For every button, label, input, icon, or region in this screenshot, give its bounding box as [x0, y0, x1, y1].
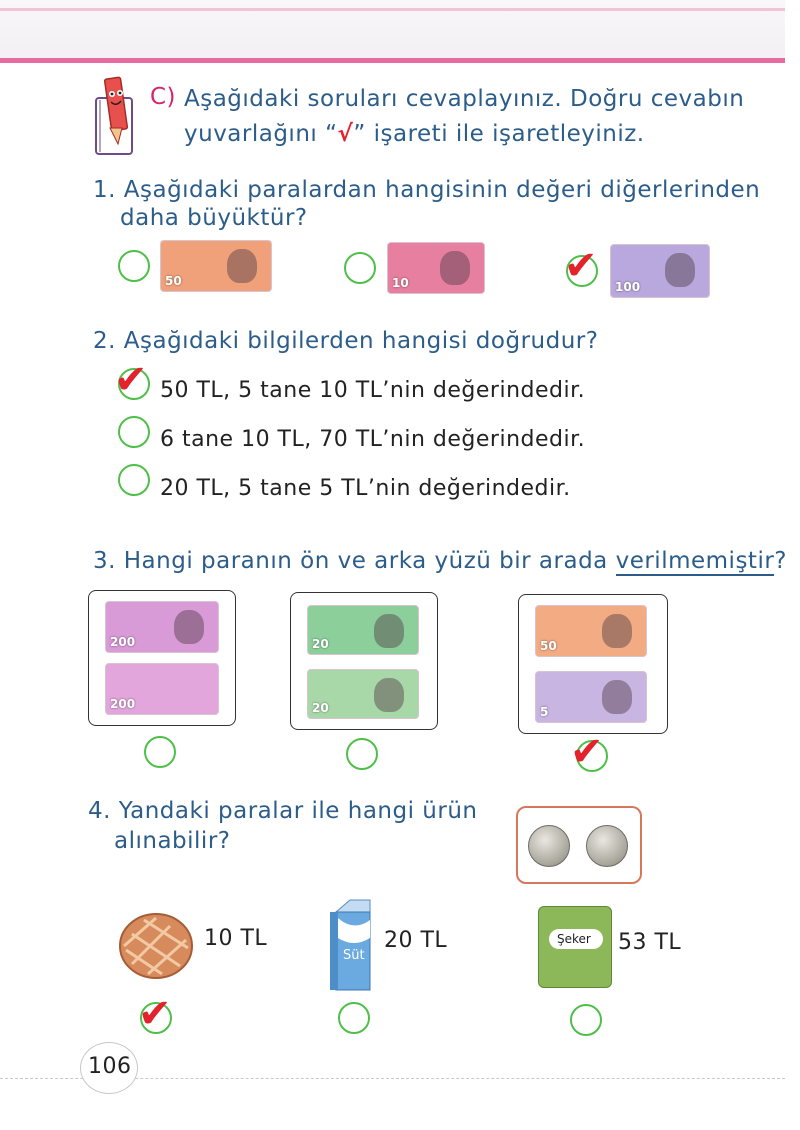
page-number: 106: [88, 1054, 132, 1079]
q1-option-a-circle[interactable]: [118, 250, 150, 282]
q2-option-c-text: 20 TL, 5 tane 5 TL’nin değerindedir.: [160, 476, 571, 501]
q3-option-a-front-value: 200: [110, 635, 136, 649]
q1-option-b-circle[interactable]: [344, 252, 376, 284]
q4-option-b-circle[interactable]: [338, 1002, 370, 1034]
q4-question-line-2: alınabilir?: [114, 828, 231, 854]
sugar-label: Şeker: [557, 932, 591, 946]
q3-option-c-back-note: [535, 671, 647, 723]
q3-option-c-front-note: [535, 605, 647, 657]
milk-label: Süt: [343, 948, 365, 963]
q3-option-c-back-value: 5: [540, 705, 549, 719]
q1-option-c-check-mark: ✔: [564, 243, 598, 289]
banknote-portrait: [374, 614, 404, 648]
banknote-portrait: [174, 610, 204, 644]
instruction-line-2: [184, 121, 645, 147]
banknote-portrait: [440, 251, 470, 285]
banknote-portrait: [374, 678, 404, 712]
q3-option-c-front-value: 50: [540, 639, 557, 653]
banknote-portrait: [665, 253, 695, 287]
banknote-portrait: [602, 680, 632, 714]
coin-icon: [586, 825, 628, 867]
pencil-mascot-icon: [92, 70, 140, 160]
q4-option-a-check-mark: ✔: [138, 991, 172, 1037]
instruction-line-1: Aşağıdaki soruları cevaplayınız. Doğru cevabın: [184, 86, 745, 112]
q3-option-b-back-value: 20: [312, 701, 329, 715]
sugar-bag-icon: [538, 906, 612, 988]
coin-box: [516, 806, 642, 884]
q2-option-c-circle[interactable]: [118, 464, 150, 496]
q4-option-c-circle[interactable]: [570, 1004, 602, 1036]
q2-option-b-circle[interactable]: [118, 416, 150, 448]
q3-option-c-frame: [518, 594, 668, 734]
q1-option-c-note-value: 100: [615, 280, 641, 294]
q1-option-a-note-value: 50: [165, 274, 182, 288]
q3-option-a-back-note: [105, 663, 219, 715]
banknote-portrait: [602, 614, 632, 648]
product-sugar-price: 53 TL: [618, 930, 682, 955]
q3-option-b-back-note: [307, 669, 419, 719]
q3-option-a-frame: [88, 590, 236, 726]
q3-option-b-front-note: [307, 605, 419, 655]
q3-option-c-check-mark: ✔: [570, 729, 604, 775]
product-milk-price: 20 TL: [384, 928, 448, 953]
q1-option-a-banknote: [160, 240, 272, 292]
q3-option-b-circle[interactable]: [346, 738, 378, 770]
q3-option-a-front-note: [105, 601, 219, 653]
q1-option-c-banknote: [610, 244, 710, 298]
q2-option-a-text: 50 TL, 5 tane 10 TL’nin değerindedir.: [160, 378, 586, 403]
q1-option-b-banknote: [387, 242, 485, 294]
top-stripe: [0, 8, 785, 11]
instruction-text-a: yuvarlağını “: [184, 121, 338, 147]
header-line: [0, 58, 785, 63]
q3-question-mark: ?: [774, 548, 788, 574]
q3-question-text: 3. Hangi paranın ön ve arka yüzü bir arada: [93, 548, 616, 574]
q2-question: 2. Aşağıdaki bilgilerden hangisi doğrudur?: [93, 328, 599, 354]
q2-option-b-text: 6 tane 10 TL, 70 TL’nin değerindedir.: [160, 427, 586, 452]
instruction-text-b: ” işareti ile işaretleyiniz.: [353, 121, 645, 147]
product-bread-price: 10 TL: [204, 926, 268, 951]
q1-question-line-1: 1. Aşağıdaki paralardan hangisinin değeri diğerlerinden: [93, 177, 761, 203]
q3-option-a-back-value: 200: [110, 697, 136, 711]
q3-option-b-front-value: 20: [312, 637, 329, 651]
section-letter: C): [150, 84, 177, 110]
coin-icon: [528, 825, 570, 867]
q3-question: [93, 548, 787, 574]
milk-carton-icon: [330, 898, 376, 992]
q3-question-emphasis: verilmemiştir: [615, 548, 775, 574]
instruction-check-symbol: √: [337, 121, 354, 147]
q1-question-line-2: daha büyüktür?: [120, 205, 308, 231]
q1-option-b-note-value: 10: [392, 276, 409, 290]
banknote-portrait: [227, 249, 257, 283]
bread-icon: [118, 910, 194, 980]
q3-option-a-circle[interactable]: [144, 736, 176, 768]
q3-option-b-frame: [290, 592, 438, 730]
q4-question-line-1: 4. Yandaki paralar ile hangi ürün: [88, 798, 478, 824]
q2-option-a-check-mark: ✔: [114, 357, 148, 403]
